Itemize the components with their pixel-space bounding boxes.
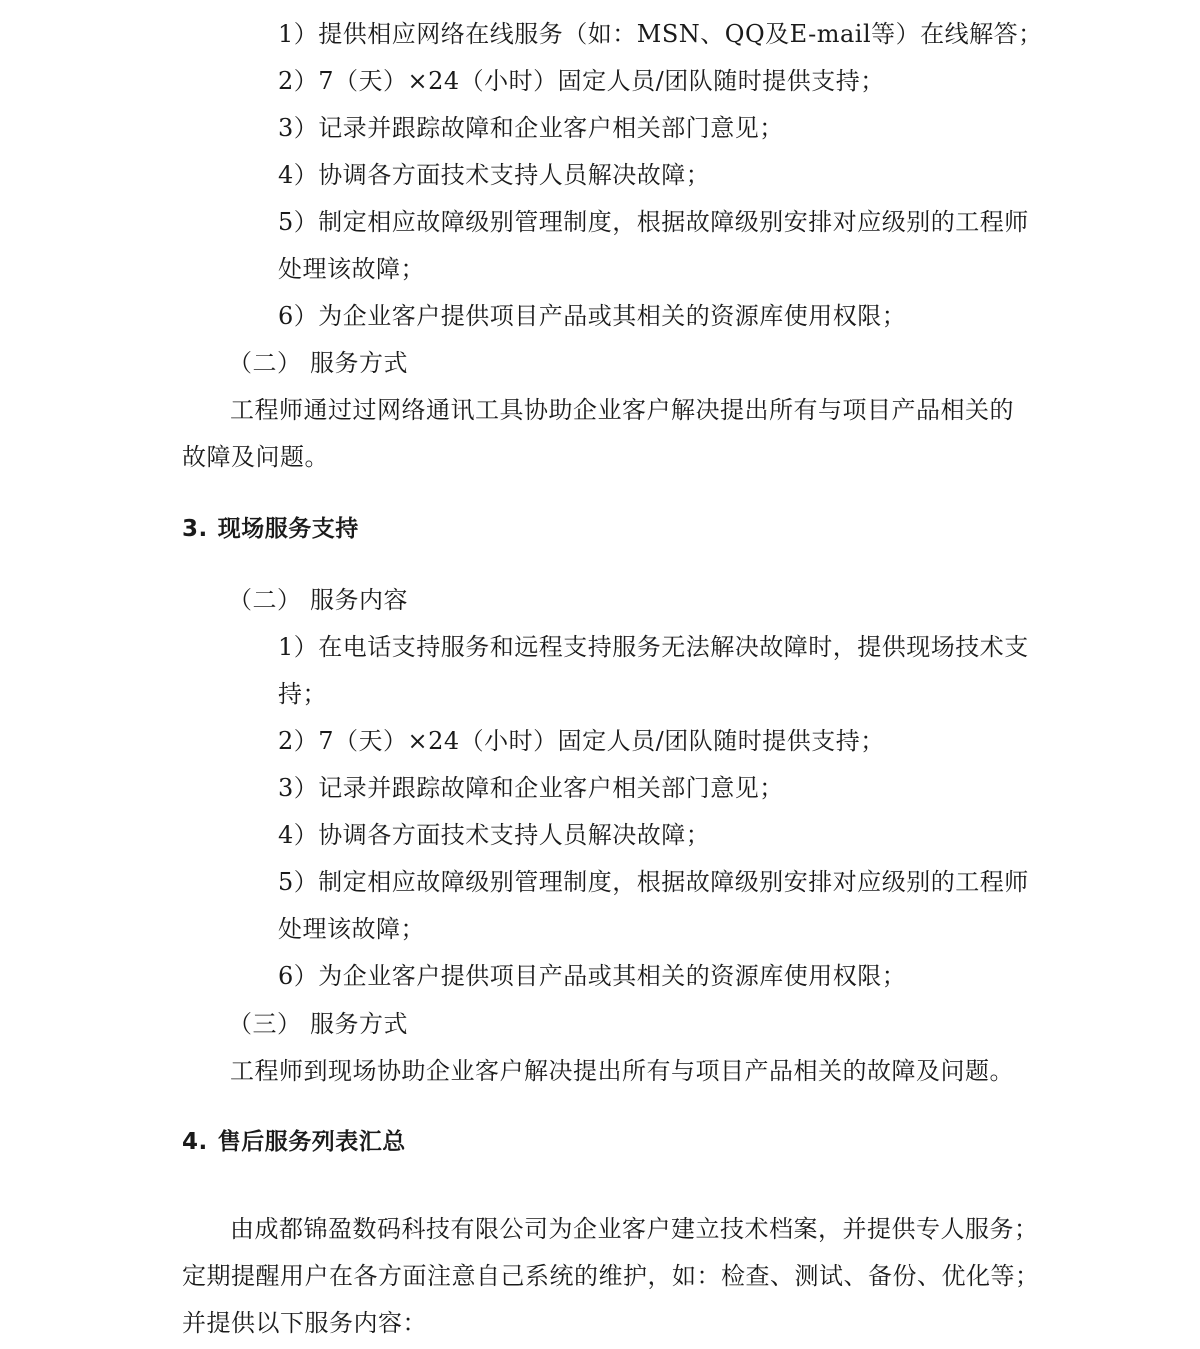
paragraph-line: 并提供以下服务内容： [182, 1309, 427, 1337]
paragraph-line: 故障及问题。 [182, 443, 329, 471]
subheading-title: 服务方式 [310, 349, 408, 377]
section-number: 3. [182, 516, 208, 542]
list-item: 5）制定相应故障级别管理制度，根据故障级别安排对应级别的工程师 [278, 868, 1029, 896]
list-item: 4）协调各方面技术支持人员解决故障； [278, 821, 711, 849]
list-item: 3）记录并跟踪故障和企业客户相关部门意见； [278, 114, 784, 142]
subheading-service-method [228, 347, 408, 379]
list-item-continuation: 处理该故障； [278, 915, 425, 943]
list-item: 6）为企业客户提供项目产品或其相关的资源库使用权限； [278, 302, 907, 330]
section-heading-after-sales-summary [182, 1126, 406, 1158]
list-item: 2）7（天）×24（小时）固定人员/团队随时提供支持； [278, 727, 885, 755]
list-item: 3）记录并跟踪故障和企业客户相关部门意见； [278, 774, 784, 802]
list-item: 6）为企业客户提供项目产品或其相关的资源库使用权限； [278, 962, 907, 990]
subheading-title: 服务内容 [310, 586, 408, 614]
subheading-service-content [228, 584, 408, 616]
list-item: 1）在电话支持服务和远程支持服务无法解决故障时，提供现场技术支 [278, 633, 1029, 661]
paragraph-line: 工程师到现场协助企业客户解决提出所有与项目产品相关的故障及问题。 [230, 1057, 1014, 1085]
section-title: 售后服务列表汇总 [217, 1129, 406, 1155]
list-item-continuation: 处理该故障； [278, 255, 425, 283]
paragraph-line: 工程师通过过网络通讯工具协助企业客户解决提出所有与项目产品相关的 [230, 396, 1014, 424]
list-item: 2）7（天）×24（小时）固定人员/团队随时提供支持； [278, 67, 885, 95]
subheading-label: （二） [228, 586, 302, 614]
subheading-title: 服务方式 [310, 1010, 408, 1038]
section-number: 4. [182, 1129, 208, 1155]
list-item: 1）提供相应网络在线服务（如：MSN、QQ及E-mail等）在线解答； [278, 20, 1043, 48]
list-item: 4）协调各方面技术支持人员解决故障； [278, 161, 711, 189]
subheading-label: （三） [228, 1010, 302, 1038]
section-heading-onsite-support [182, 513, 359, 545]
paragraph-line: 由成都锦盈数码科技有限公司为企业客户建立技术档案，并提供专人服务； [230, 1215, 1039, 1243]
subheading-service-method [228, 1008, 408, 1040]
paragraph-line: 定期提醒用户在各方面注意自己系统的维护，如：检查、测试、备份、优化等； [182, 1262, 1040, 1290]
list-item: 5）制定相应故障级别管理制度，根据故障级别安排对应级别的工程师 [278, 208, 1029, 236]
list-item-continuation: 持； [278, 680, 327, 708]
subheading-label: （二） [228, 349, 302, 377]
section-title: 现场服务支持 [217, 516, 359, 542]
